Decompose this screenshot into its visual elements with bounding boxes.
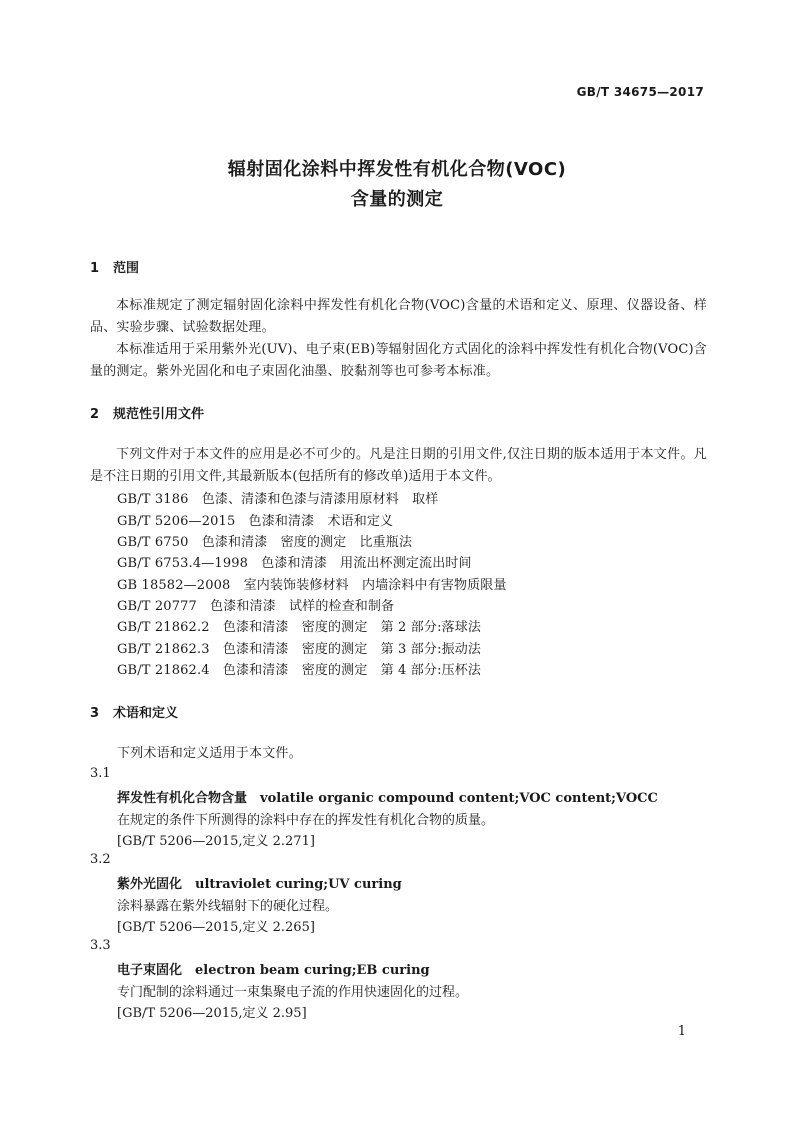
reference-item: GB 18582—2008 室内装饰装修材料 内墙涂料中有害物质限量: [117, 578, 507, 593]
term-source: [GB/T 5206—2015,定义 2.95]: [117, 1006, 307, 1021]
term-heading: [117, 787, 658, 806]
reference-item: GB/T 21862.3 色漆和清漆 密度的测定 第 3 部分:振动法: [117, 642, 482, 657]
normative-refs-intro: 下列文件对于本文件的应用是必不可少的。凡是注日期的引用文件,仅注日期的版本适用于本文件。凡是不注日期的引用文件,其最新版本(包括所有的修改单)适用于本文件。: [90, 447, 707, 484]
scope-paragraph-2: 本标准适用于采用紫外光(UV)、电子束(EB)等辐射固化方式固化的涂料中挥发性有机化合物(VOC)含量的测定。紫外光固化和电子束固化油墨、胶黏剂等也可参考本标准。: [90, 342, 707, 379]
term-chinese: 电子束固化: [117, 963, 183, 978]
section-1-heading: [90, 257, 139, 276]
term-definition: 在规定的条件下所测得的涂料中存在的挥发性有机化合物的质量。: [117, 813, 495, 828]
reference-item: GB/T 5206—2015 色漆和清漆 术语和定义: [117, 514, 394, 529]
term-heading: [117, 959, 430, 978]
page-number: 1: [677, 1024, 686, 1039]
standard-number: GB/T 34675—2017: [576, 85, 704, 99]
section-title: 范围: [113, 261, 140, 276]
reference-item: GB/T 3186 色漆、清漆和色漆与清漆用原材料 取样: [117, 492, 439, 507]
term-definition: 专门配制的涂料通过一束集聚电子流的作用快速固化的过程。: [117, 985, 469, 1000]
section-title: 规范性引用文件: [113, 407, 205, 422]
reference-item: GB/T 6750 色漆和清漆 密度的测定 比重瓶法: [117, 535, 413, 550]
term-heading: [117, 873, 402, 892]
section-number: 3: [90, 706, 100, 721]
term-number: 3.1: [90, 766, 111, 781]
term-number: 3.3: [90, 938, 111, 953]
document-title-line1: 辐射固化涂料中挥发性有机化合物(VOC): [227, 159, 567, 180]
section-2-heading: [90, 403, 204, 422]
term-definition: 涂料暴露在紫外线辐射下的硬化过程。: [117, 899, 339, 914]
term-source: [GB/T 5206—2015,定义 2.271]: [117, 834, 315, 849]
scope-paragraph-1: 本标准规定了测定辐射固化涂料中挥发性有机化合物(VOC)含量的术语和定义、原理、仪器设备、样品、实验步骤、试验数据处理。: [90, 298, 707, 335]
term-english: electron beam curing;EB curing: [195, 963, 430, 978]
term-english: volatile organic compound content;VOC content;VOCC: [260, 791, 658, 806]
document-title-line2: 含量的测定: [350, 189, 444, 210]
term-number: 3.2: [90, 852, 111, 867]
section-number: 1: [90, 261, 100, 276]
section-title: 术语和定义: [113, 706, 179, 721]
terms-intro: 下列术语和定义适用于本文件。: [117, 746, 302, 761]
reference-item: GB/T 20777 色漆和清漆 试样的检查和制备: [117, 599, 395, 614]
section-number: 2: [90, 407, 100, 422]
reference-item: GB/T 21862.4 色漆和清漆 密度的测定 第 4 部分:压杯法: [117, 663, 482, 678]
term-chinese: 挥发性有机化合物含量: [117, 791, 248, 806]
term-english: ultraviolet curing;UV curing: [195, 877, 402, 892]
term-chinese: 紫外光固化: [117, 877, 183, 892]
reference-item: GB/T 6753.4—1998 色漆和清漆 用流出杯测定流出时间: [117, 556, 472, 571]
section-3-heading: [90, 702, 178, 721]
reference-item: GB/T 21862.2 色漆和清漆 密度的测定 第 2 部分:落球法: [117, 620, 482, 635]
term-source: [GB/T 5206—2015,定义 2.265]: [117, 920, 315, 935]
